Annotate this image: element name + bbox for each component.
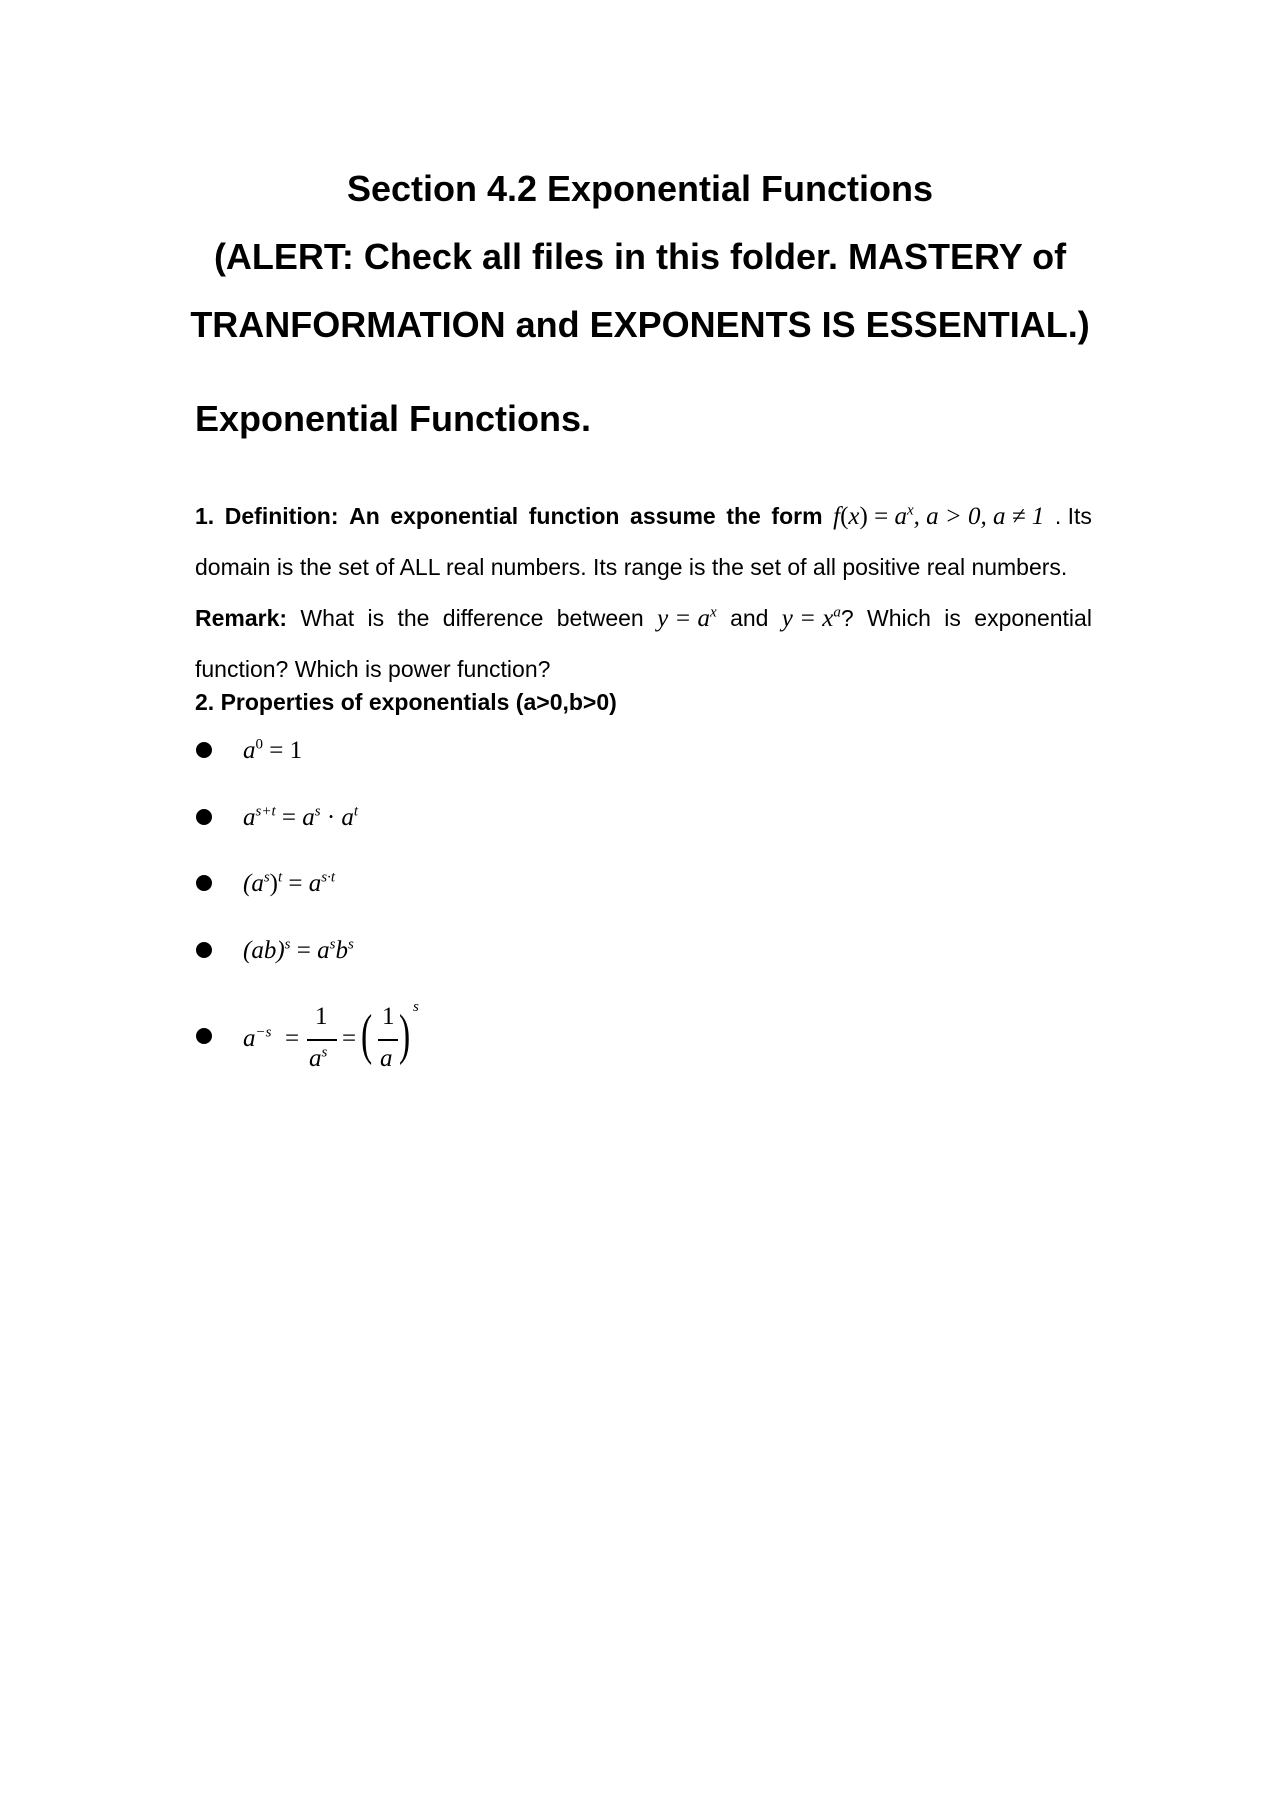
- outer-exponent: s: [413, 999, 419, 1015]
- remark-eq2: $y = x^a$: [781, 604, 841, 632]
- bullet-icon: [196, 875, 212, 891]
- remark-eq1: $y = a^x$: [657, 604, 717, 632]
- bullet-icon: [196, 942, 212, 958]
- remark-word: Which: [867, 605, 931, 631]
- fraction-bar: [307, 1039, 337, 1041]
- remark-word: What: [300, 605, 355, 631]
- remark-line-2: function? Which is power function?: [195, 656, 551, 682]
- fraction-bar: [378, 1039, 398, 1041]
- bullet-icon: [196, 742, 212, 758]
- remark-line: [195, 603, 1092, 634]
- remark-word: the: [397, 605, 430, 631]
- property-zero-exponent: $a^0 = 1$: [243, 736, 303, 764]
- equals-sign: =: [285, 1025, 300, 1052]
- def-word: Definition:: [224, 503, 339, 529]
- property-product-power: $(ab)^s = a^sb^s$: [243, 936, 354, 964]
- property-power-rule: $(a^s)^t = a^{s\cdot t}$: [243, 869, 336, 897]
- def-word: 1.: [195, 503, 215, 529]
- bullet-icon: [196, 809, 212, 825]
- property-product-rule: $a^{s+t} = a^s \cdot a^t$: [243, 803, 359, 831]
- definition-line-2: domain is the set of ALL real numbers. Its range is the set of all positive real numbers.: [195, 554, 1068, 580]
- alert-line-1: (ALERT: Check all files in this folder. MASTERY of: [213, 236, 1067, 277]
- remark-label: Remark:: [195, 605, 288, 631]
- fraction-denominator: $a^s$: [309, 1044, 328, 1072]
- properties-heading: 2. Properties of exponentials (a>0,b>0): [195, 689, 617, 715]
- remark-word: exponential: [974, 605, 1092, 631]
- remark-word: is: [944, 605, 961, 631]
- equals-sign: =: [342, 1025, 357, 1052]
- left-paren: (: [361, 1004, 373, 1066]
- definition-line: [195, 501, 1092, 532]
- page-title: Section 4.2 Exponential Functions: [346, 168, 934, 209]
- def-word: exponential: [390, 503, 519, 529]
- fraction-denominator: a: [380, 1045, 393, 1072]
- def-word: function: [528, 503, 620, 529]
- definition-formula: $f(x) = a^x$, a > 0, a ≠ 1: [833, 502, 1045, 530]
- remark-eq2-group: $y = x^a$?: [781, 604, 854, 632]
- alert-line-2: TRANFORMATION and EXPONENTS IS ESSENTIAL.): [190, 304, 1090, 345]
- def-word: An: [349, 503, 380, 529]
- def-tail: . Its: [1054, 503, 1092, 529]
- remark-word: is: [367, 605, 385, 631]
- right-paren: ): [399, 1004, 411, 1066]
- section-heading: Exponential Functions.: [195, 398, 592, 439]
- def-word: the: [726, 503, 761, 529]
- fraction-numerator: 1: [315, 1003, 328, 1030]
- def-word: assume: [630, 503, 716, 529]
- remark-word: between: [556, 605, 644, 631]
- bullet-icon: [196, 1028, 212, 1044]
- neg-exp-base: $a^{-s}$: [243, 1024, 272, 1052]
- remark-and: and: [730, 605, 769, 631]
- fraction-numerator: 1: [382, 1003, 395, 1030]
- def-word: form: [771, 503, 823, 529]
- remark-word: difference: [442, 605, 544, 631]
